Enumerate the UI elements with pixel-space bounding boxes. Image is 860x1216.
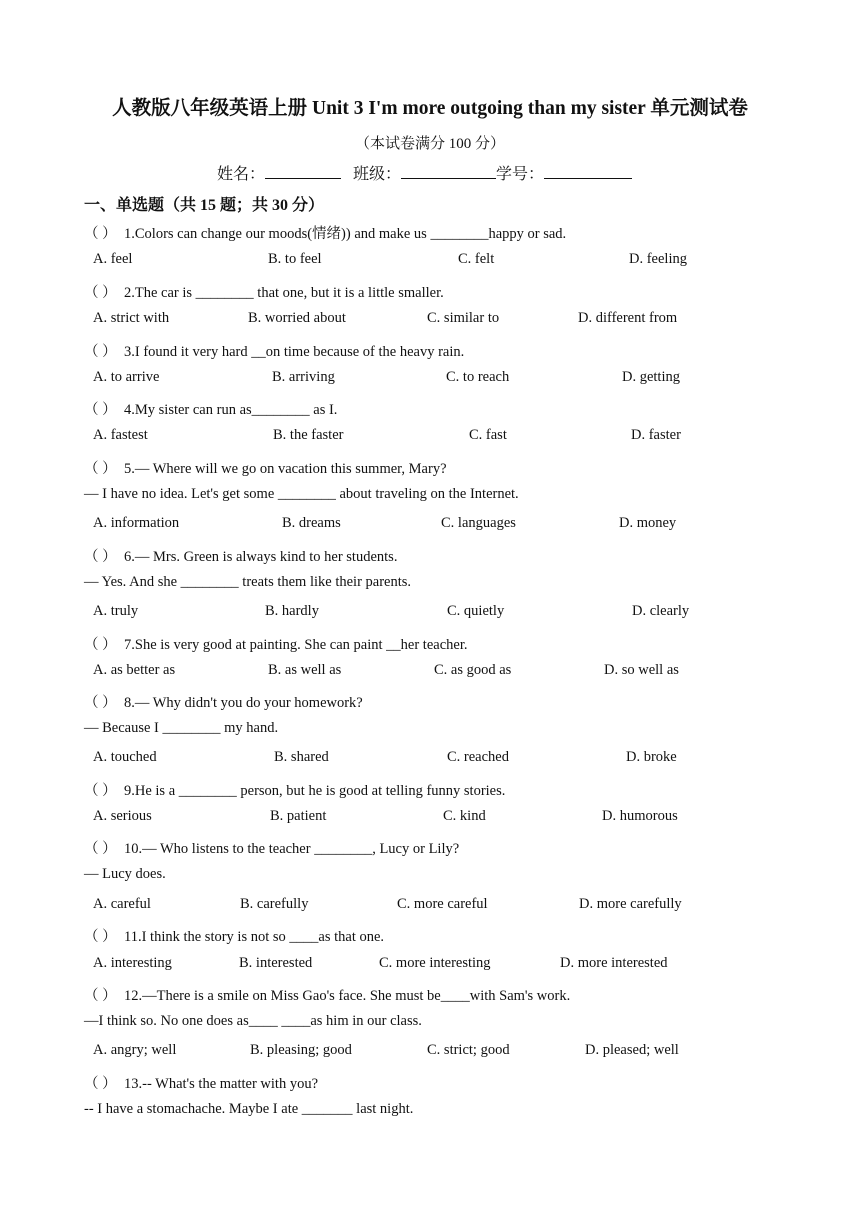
option-d: D. humorous <box>602 808 678 824</box>
option-c: C. felt <box>458 251 495 267</box>
page-title: 人教版八年级英语上册 Unit 3 I'm more outgoing than my sister 单元测试卷 <box>112 98 748 119</box>
option-b: B. to feel <box>268 251 322 267</box>
option-b: B. worried about <box>248 310 346 326</box>
answer-paren[interactable]: （ ） <box>84 929 117 945</box>
option-c: C. kind <box>443 808 486 824</box>
option-d: D. faster <box>631 427 681 443</box>
answer-paren[interactable]: （ ） <box>84 549 117 565</box>
question-reply: — Lucy does. <box>84 866 166 882</box>
question-stem <box>84 545 397 566</box>
question-text: 1.Colors can change our moods(情绪)) and make us ________happy or sad. <box>124 226 567 242</box>
name-blank[interactable] <box>265 164 341 179</box>
question-stem <box>84 281 444 302</box>
question-stem <box>84 779 505 800</box>
answer-paren[interactable]: （ ） <box>84 1076 117 1092</box>
option-b: B. hardly <box>265 603 319 619</box>
answer-paren[interactable]: （ ） <box>84 783 117 799</box>
option-c: C. languages <box>441 515 516 531</box>
question-text: 13.-- What's the matter with you? <box>124 1076 319 1092</box>
option-c: C. similar to <box>427 310 500 326</box>
option-b: B. arriving <box>272 369 335 385</box>
option-b: B. pleasing; good <box>250 1042 352 1058</box>
option-d: D. feeling <box>629 251 687 267</box>
question-reply: — I have no idea. Let's get some ________ about traveling on the Internet. <box>84 486 519 502</box>
option-d: D. more interested <box>560 955 668 971</box>
option-a: A. angry; well <box>93 1042 177 1058</box>
option-d: D. different from <box>578 310 678 326</box>
option-b: B. as well as <box>268 662 342 678</box>
option-a: A. information <box>93 515 180 531</box>
question-stem <box>84 398 337 419</box>
option-d: D. getting <box>622 369 680 385</box>
name-label: 姓名： <box>217 166 266 183</box>
answer-paren[interactable]: （ ） <box>84 285 117 301</box>
answer-paren[interactable]: （ ） <box>84 226 117 242</box>
option-d: D. broke <box>626 749 677 765</box>
question-text: 5.— Where will we go on vacation this summer, Mary? <box>124 461 447 477</box>
question-stem <box>84 837 459 858</box>
option-c: C. as good as <box>434 662 512 678</box>
option-b: B. interested <box>239 955 313 971</box>
question-stem <box>84 222 566 243</box>
option-c: C. to reach <box>446 369 510 385</box>
answer-paren[interactable]: （ ） <box>84 695 117 711</box>
option-c: C. quietly <box>447 603 505 619</box>
answer-paren[interactable]: （ ） <box>84 402 117 418</box>
answer-paren[interactable]: （ ） <box>84 841 117 857</box>
option-c: C. reached <box>447 749 509 765</box>
option-a: A. interesting <box>93 955 172 971</box>
answer-paren[interactable]: （ ） <box>84 637 117 653</box>
id-label: 学号： <box>496 166 545 183</box>
question-stem <box>84 340 464 361</box>
question-stem <box>84 925 384 946</box>
option-a: A. strict with <box>93 310 170 326</box>
option-d: D. more carefully <box>579 896 682 912</box>
question-reply: — Because I ________ my hand. <box>84 720 279 736</box>
question-text: 11.I think the story is not so ____as that one. <box>124 929 385 945</box>
question-stem <box>84 984 570 1005</box>
question-stem <box>84 691 363 712</box>
question-reply: -- I have a stomachache. Maybe I ate _______ last night. <box>84 1101 414 1117</box>
option-b: B. patient <box>270 808 327 824</box>
option-c: C. strict; good <box>427 1042 510 1058</box>
option-a: A. truly <box>93 603 139 619</box>
option-a: A. touched <box>93 749 157 765</box>
student-info <box>217 161 632 184</box>
question-stem <box>84 633 467 654</box>
option-d: D. pleased; well <box>585 1042 679 1058</box>
option-d: D. money <box>619 515 677 531</box>
question-text: 6.— Mrs. Green is always kind to her students. <box>124 549 398 565</box>
option-b: B. carefully <box>240 896 309 912</box>
question-stem <box>84 457 447 478</box>
answer-paren[interactable]: （ ） <box>84 988 117 1004</box>
question-text: 4.My sister can run as________ as I. <box>124 402 338 418</box>
question-text: 3.I found it very hard __on time because of the heavy rain. <box>124 344 465 360</box>
section-title: 一、单选题（共 15 题；共 30 分） <box>84 197 325 214</box>
option-b: B. dreams <box>282 515 341 531</box>
option-d: D. so well as <box>604 662 679 678</box>
option-c: C. more interesting <box>379 955 491 971</box>
option-a: A. serious <box>93 808 152 824</box>
question-reply: — Yes. And she ________ treats them like their parents. <box>84 574 412 590</box>
page-subtitle: （本试卷满分 100 分） <box>354 136 505 152</box>
option-c: C. fast <box>469 427 507 443</box>
question-text: 10.— Who listens to the teacher ________, Lucy or Lily? <box>124 841 460 857</box>
id-blank[interactable] <box>544 164 632 179</box>
option-d: D. clearly <box>632 603 690 619</box>
question-text: 2.The car is ________ that one, but it is a little smaller. <box>124 285 444 301</box>
option-a: A. feel <box>93 251 133 267</box>
option-b: B. the faster <box>273 427 344 443</box>
class-label: 班级： <box>353 166 402 183</box>
class-blank[interactable] <box>401 164 496 179</box>
question-reply: —I think so. No one does as____ ____as him in our class. <box>84 1013 422 1029</box>
option-b: B. shared <box>274 749 329 765</box>
question-text: 7.She is very good at painting. She can paint __her teacher. <box>124 637 468 653</box>
question-text: 9.He is a ________ person, but he is good at telling funny stories. <box>124 783 506 799</box>
question-stem <box>84 1072 318 1093</box>
question-text: 12.—There is a smile on Miss Gao's face. She must be____with Sam's work. <box>124 988 571 1004</box>
option-a: A. to arrive <box>93 369 160 385</box>
option-a: A. as better as <box>93 662 176 678</box>
option-a: A. careful <box>93 896 151 912</box>
answer-paren[interactable]: （ ） <box>84 344 117 360</box>
question-text: 8.— Why didn't you do your homework? <box>124 695 363 711</box>
answer-paren[interactable]: （ ） <box>84 461 117 477</box>
option-c: C. more careful <box>397 896 488 912</box>
option-a: A. fastest <box>93 427 148 443</box>
